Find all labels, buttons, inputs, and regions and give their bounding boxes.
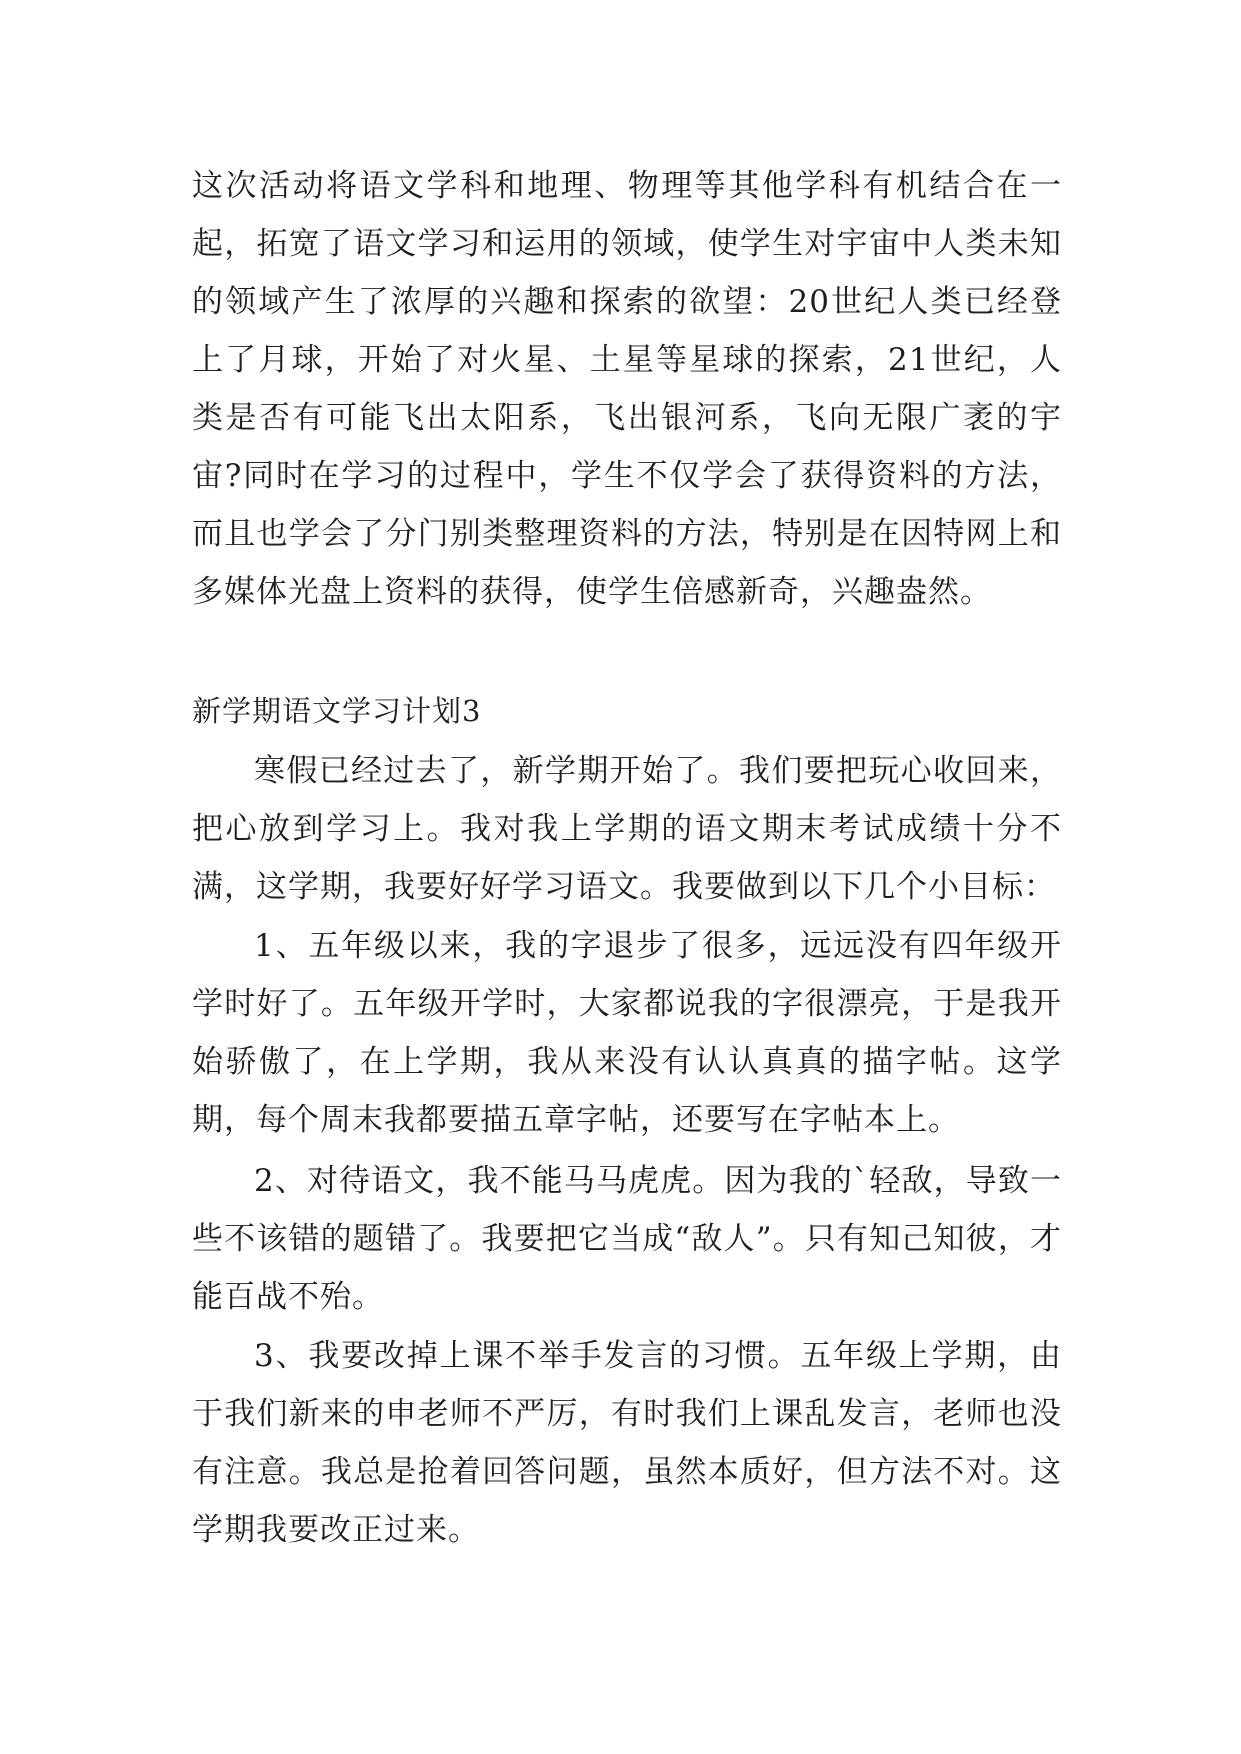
paragraph-goal-1: 1、五年级以来，我的字退步了很多，远远没有四年级开学时好了。五年级开学时，大家都说我的字很漂亮，于是我开始骄傲了，在上学期，我从来没有认认真真的描字帖。这学期，每个周末我都要描五章字帖，还要写在字帖本上。 (192, 928, 1062, 1138)
paragraph-goal-3: 3、我要改掉上课不举手发言的习惯。五年级上学期，由于我们新来的申老师不严厉，有时我们上课乱发言，老师也没有注意。我总是抢着回答问题，虽然本质好，但方法不对。这学期我要改正过来。 (192, 1338, 1062, 1548)
continuation-paragraph: 这次活动将语文学科和地理、物理等其他学科有机结合在一起，拓宽了语文学习和运用的领域，使学生对宇宙中人类未知的领域产生了浓厚的兴趣和探索的欲望：20世纪人类已经登上了月球，开始了对火星、土星等星球的探索，21世纪，人类是否有可能飞出太阳系，飞出银河系，飞向无限广袤的宇宙?同时在学习的过程中，学生不仅学会了获得资料的方法，而且也学会了分门别类整理资料的方法，特别是在因特网上和多媒体光盘上资料的获得，使学生倍感新奇，兴趣盎然。 (192, 168, 1062, 610)
section-heading: 新学期语文学习计划3 (192, 694, 482, 728)
paragraph-goal-2: 2、对待语文，我不能马马虎虎。因为我的`轻敌，导致一些不该错的题错了。我要把它当成“敌人”。只有知己知彼，才能百战不殆。 (192, 1163, 1062, 1315)
paragraph-intro: 寒假已经过去了，新学期开始了。我们要把玩心收回来，把心放到学习上。我对我上学期的语文期末考试成绩十分不满，这学期，我要好好学习语文。我要做到以下几个小目标： (192, 753, 1062, 905)
